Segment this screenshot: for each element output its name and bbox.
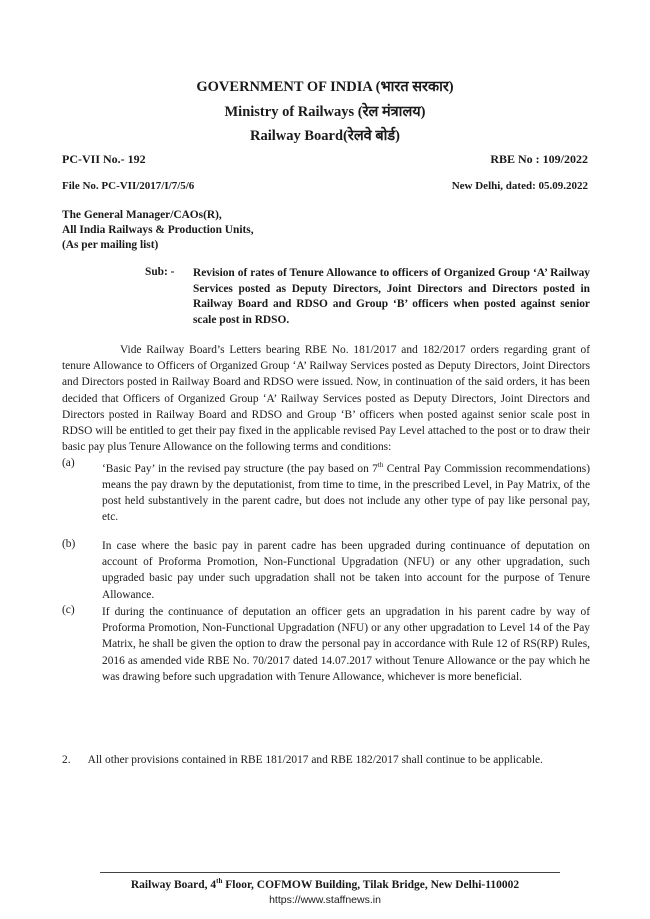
footer-divider — [100, 872, 560, 873]
paragraph-number: 2. — [62, 754, 71, 766]
item-text: ‘Basic Pay’ in the revised pay structure (the pay based on 7 — [102, 462, 378, 475]
header-government: GOVERNMENT OF INDIA (भारत सरकार) — [196, 79, 454, 95]
header-board: Railway Board(रेलवे बोर्ड) — [250, 128, 400, 144]
item-text: In case where the basic pay in parent cadre has been upgraded during continuance of deputation on account of Proforma Promotion, Non-Functional Upgradation (NFU) or any other upgradation, such upgraded basic pay under such upgradation shall not be taken into account for the purpose of Tenure Allowance. — [102, 540, 590, 601]
subject-text: Revision of rates of Tenure Allowance to officers of Organized Group ‘A’ Railway Services posted as Deputy Directors, Joint Directors and Directors posted in Railway Board and RDSO and Group ‘B’ officers when posted against senior scale post in RDSO. — [193, 267, 590, 326]
header-ministry: Ministry of Railways (रेल मंत्रालय) — [224, 104, 426, 120]
paragraph-1: Vide Railway Board’s Letters bearing RBE No. 181/2017 and 182/2017 orders regarding grant of tenure Allowance to Officers of Organized Group ‘A’ Railway Services posted as Deputy Directors, Joint Directors and Directors posted in Railway Board and RDSO were issued. Now, in continuation of the said orders, it has been decided that Officers of Organized Group ‘A’ Railway Services posted as Deputy Directors, Joint Directors and Directors posted in Railway Board and RDSO and Group ‘B’ officers when posted against senior scale post in RDSO will be entitled to get their pay fixed in the applicable revised Pay Level attached to the post or to draw their basic pay plus Tenure Allowance on the following terms and conditions: — [62, 344, 590, 454]
paragraph-2 — [62, 752, 590, 768]
condition-a — [62, 457, 590, 526]
addressee-line: The General Manager/CAOs(R), — [62, 209, 222, 221]
date: New Delhi, dated: 05.09.2022 — [451, 180, 588, 192]
addressee-line: (As per mailing list) — [62, 239, 159, 251]
item-label: (b) — [62, 538, 76, 550]
paragraph-text: All other provisions contained in RBE 181/2017 and RBE 182/2017 shall continue to be applicable. — [87, 754, 543, 766]
rbe-number: RBE No : 109/2022 — [490, 152, 588, 166]
superscript: th — [377, 461, 384, 469]
item-text: If during the continuance of deputation an officer gets an upgradation in his parent cadre by way of Proforma Promotion, Non-Functional Upgradation (NFU) or any other upgradation to Level 14 of the Pay Matrix, he shall be given the option to draw the personal pay in accordance with Rule 12 of RS(RP) Rules, 2016 as amended vide RBE No. 70/2017 dated 14.07.2017 without Tenure Allowance or the pay which he was drawing before such upgradation with Tenure Allowance, whichever is more beneficial. — [102, 606, 590, 683]
footer-address: Railway Board, 4th Floor, COFMOW Building, Tilak Bridge, New Delhi-110002 — [130, 877, 520, 891]
addressee-line: All India Railways & Production Units, — [62, 224, 254, 236]
item-label: (c) — [62, 604, 75, 616]
footer-url[interactable]: https://www.staffnews.in — [269, 894, 381, 906]
condition-c — [62, 604, 590, 685]
addressee — [62, 208, 254, 253]
pc-number: PC-VII No.- 192 — [62, 152, 146, 166]
subject-label: Sub: - — [145, 266, 175, 278]
file-number: File No. PC-VII/2017/I/7/5/6 — [62, 180, 195, 192]
item-label: (a) — [62, 457, 75, 469]
item-text: Central Pay Commission recommendations) means the pay drawn by the deputationist, from time to time, in the prescribed Level, in Pay Matrix, of the post held substantively in the parent cadre, but does not include any other type of pay like personal pay, etc. — [102, 462, 590, 524]
condition-b — [62, 538, 590, 603]
